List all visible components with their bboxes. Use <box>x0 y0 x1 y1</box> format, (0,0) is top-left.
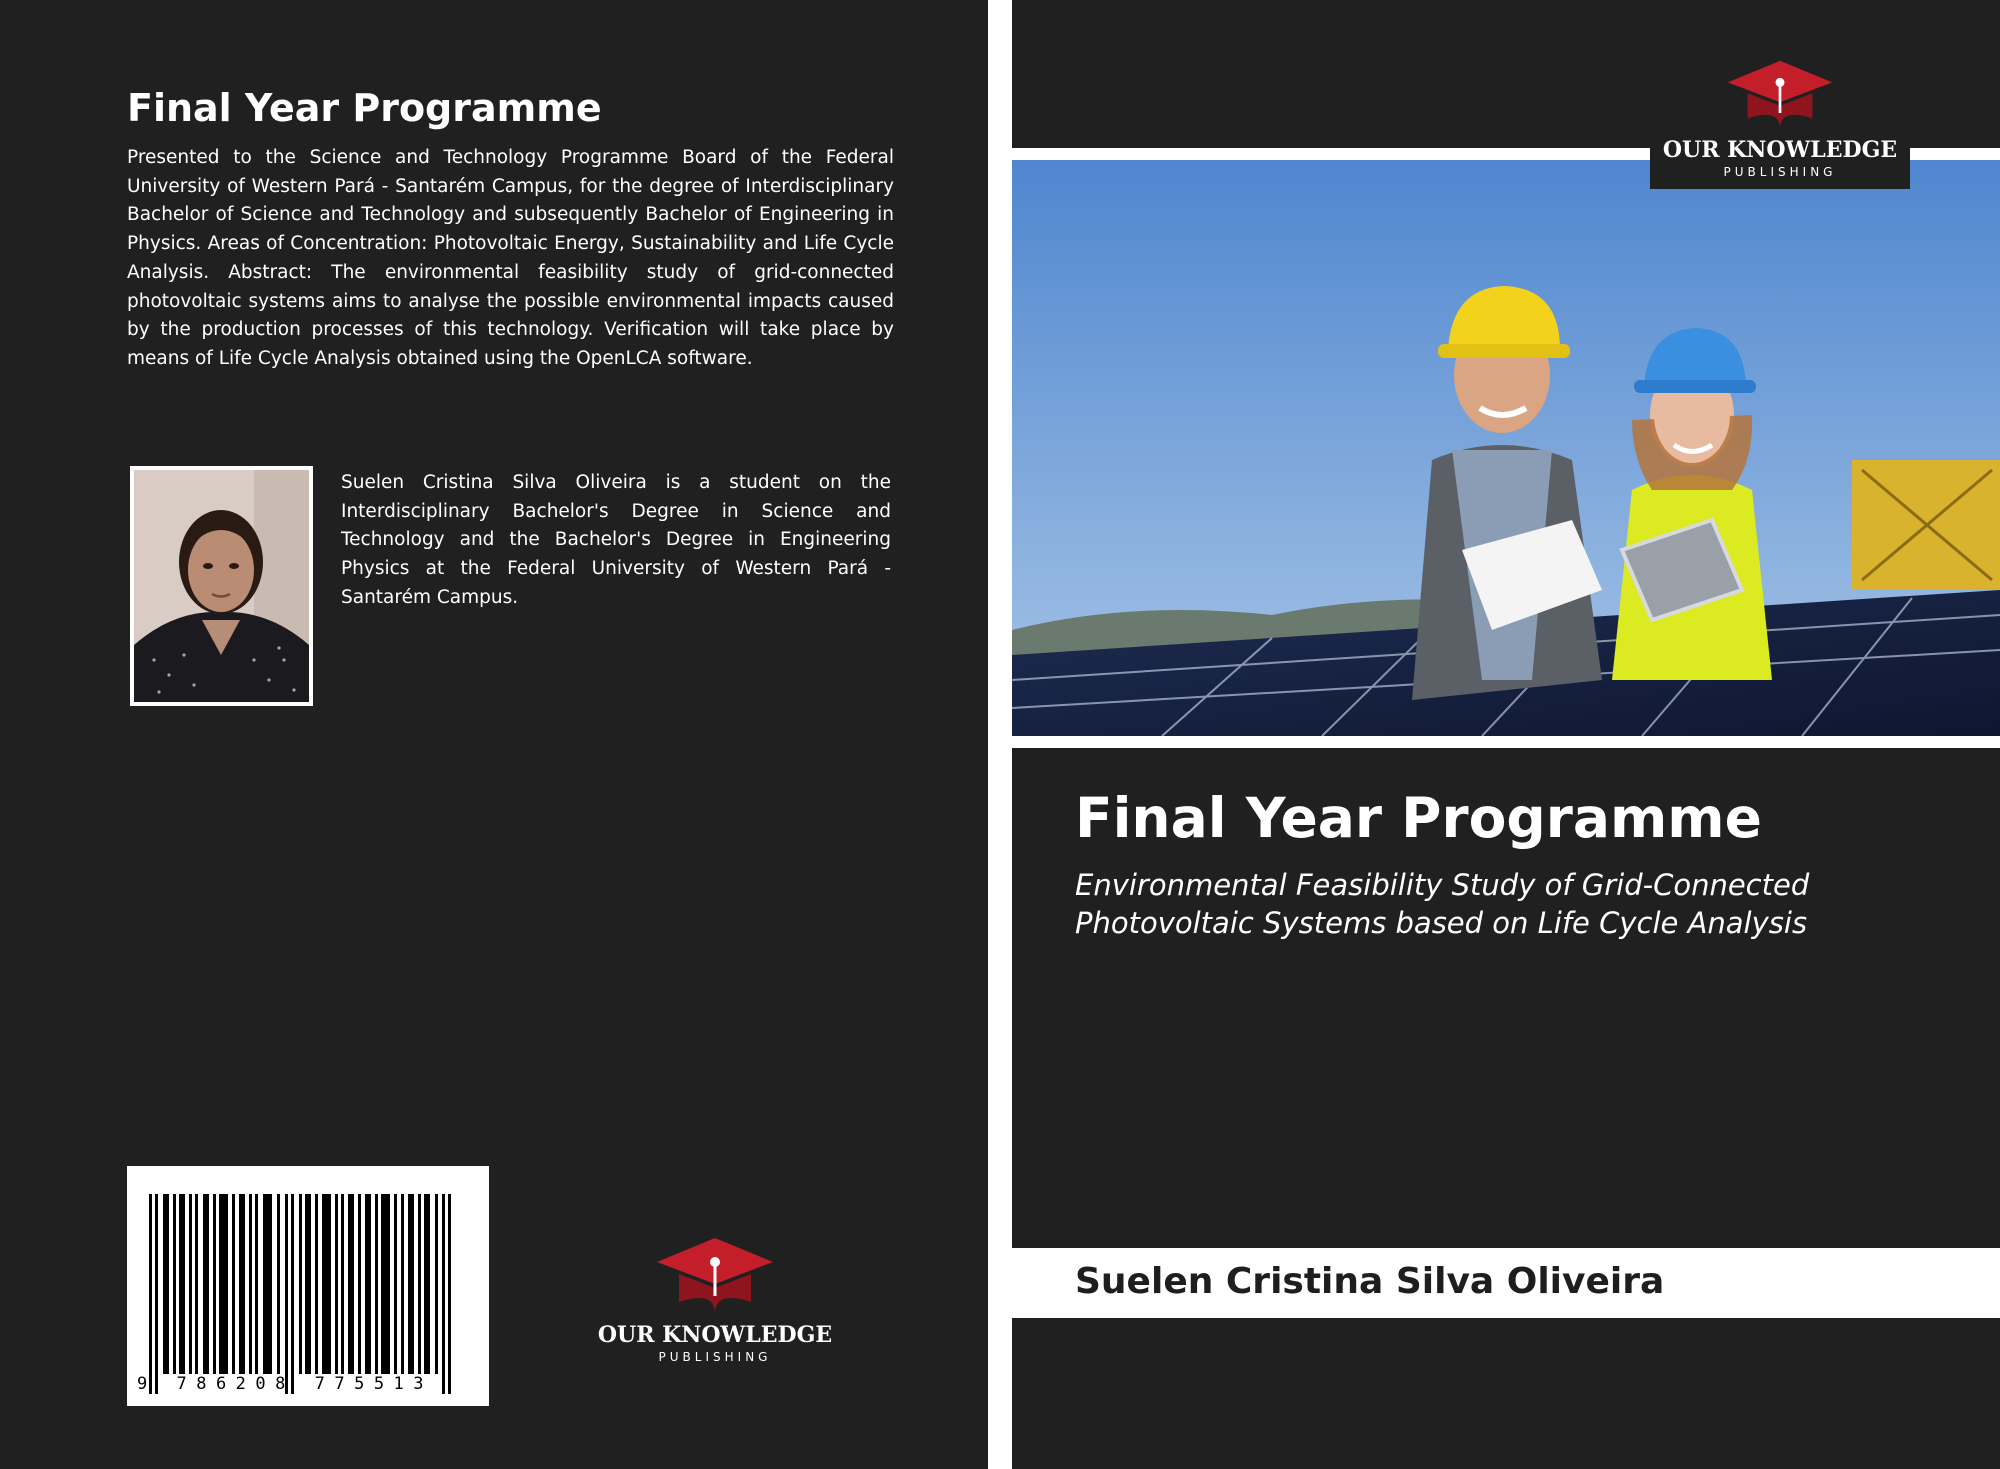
publisher-name: OUR KNOWLEDGE <box>1662 137 1898 163</box>
author-photo <box>130 466 313 706</box>
spine-gap <box>988 0 1012 1469</box>
author-portrait-illustration <box>134 470 309 702</box>
front-cover-subtitle: Environmental Feasibility Study of Grid-Connected Photovoltaic Systems based on Life Cycle Analysis <box>1075 868 1810 940</box>
isbn-digits: 9 786208 775513 <box>137 1374 434 1394</box>
graduation-cap-icon <box>655 1236 775 1316</box>
publisher-logo-front <box>1650 55 1910 189</box>
back-cover-title: Final Year Programme <box>127 86 602 130</box>
author-bio: Suelen Cristina Silva Oliveira is a student on the Interdisciplinary Bachelor's Degree in Science and Technology and the Bachelor's Degree in Engineering Physics at the Federal University of Western Pará - Santarém Campus. <box>341 472 891 608</box>
cover-photo <box>1012 160 2000 736</box>
back-cover-abstract: Presented to the Science and Technology Programme Board of the Federal University of Western Pará - Santarém Campus, for the degree of Interdisciplinary Bachelor of Science and Technology and subsequently Bachelor of Engineering in Physics. Areas of Concentration: Photovoltaic Energy, Sustainability and Life Cycle Analysis. Abstract: The environmental feasibility study of grid-connected photovoltaic systems aims to analyse the possible environmental impacts caused by the production processes of this technology. Verification will take place by means of Life Cycle Analysis obtained using the OpenLCA software. <box>127 147 894 369</box>
front-cover-author: Suelen Cristina Silva Oliveira <box>1075 1261 1665 1302</box>
front-cover-title: Final Year Programme <box>1075 786 1762 850</box>
barcode-bars <box>127 1166 489 1406</box>
publisher-logo-back <box>585 1236 845 1364</box>
isbn-barcode <box>127 1166 489 1406</box>
publisher-name: OUR KNOWLEDGE <box>597 1322 833 1348</box>
engineers-solar-panels-illustration <box>1012 160 2000 736</box>
publisher-sub: PUBLISHING <box>658 1350 772 1364</box>
graduation-cap-icon <box>1720 59 1840 131</box>
front-cover-bottom-band <box>1012 1318 2000 1469</box>
publisher-sub: PUBLISHING <box>1723 165 1837 179</box>
